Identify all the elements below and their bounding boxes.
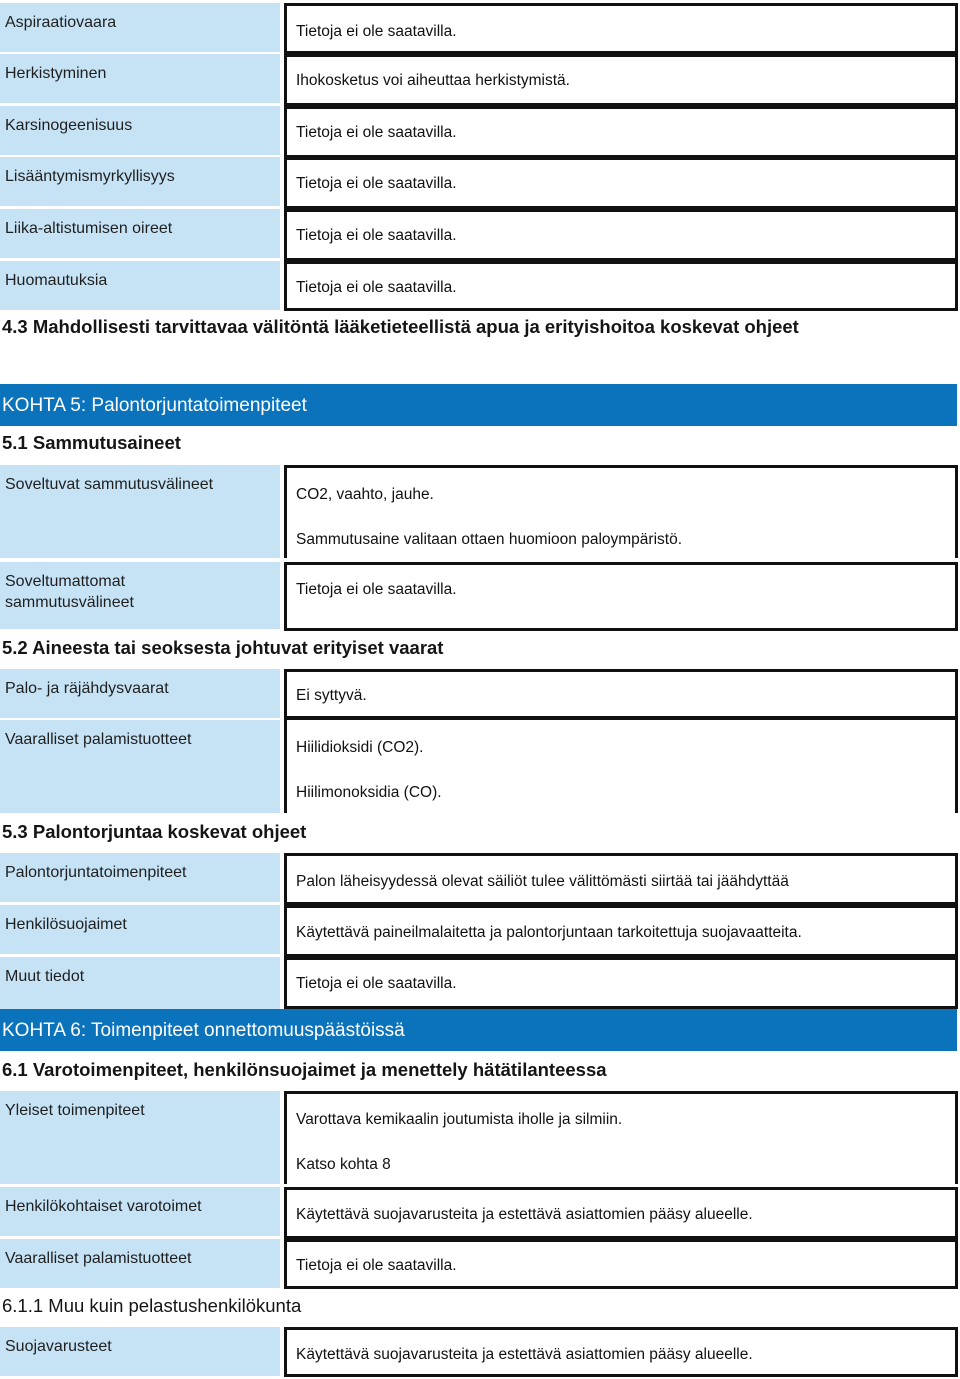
general-measures-line-2: Katso kohta 8 [296,1156,391,1173]
value-hazardous-combustion-products [284,717,958,813]
label-overexposure-symptoms: Liika-altistumisen oireet [0,209,280,258]
label-suitable-extinguishing-media: Soveltuvat sammutusvälineet [0,465,280,558]
section-6-banner: KOHTA 6: Toimenpiteet onnettomuuspäästöissä [0,1009,957,1051]
section-5-banner: KOHTA 5: Palontorjuntatoimenpiteet [0,384,957,426]
value-general-measures [284,1091,958,1184]
label-remarks: Huomautuksia [0,261,280,310]
label-hazardous-combustion-products-6: Vaaralliset palamistuotteet [0,1239,280,1288]
combustion-line-1: Hiilidioksidi (CO2). [296,739,424,756]
suitable-media-line-1: CO2, vaahto, jauhe. [296,486,434,503]
value-remarks: Tietoja ei ole saatavilla. [284,261,958,311]
label-sensitization: Herkistyminen [0,54,280,103]
label-protective-equipment: Henkilösuojaimet [0,905,280,954]
value-carcinogenicity: Tietoja ei ole saatavilla. [284,106,958,158]
value-firefighting-measures: Palon läheisyydessä olevat säiliöt tulee välittömästi siirtää tai jäähdyttää [284,853,958,905]
heading-5-3: 5.3 Palontorjuntaa koskevat ohjeet [2,821,307,842]
label-reproductive-toxicity: Lisääntymismyrkyllisyys [0,157,280,206]
unsuitable-label-line-2: sammutusvälineet [5,594,134,611]
value-fire-explosion-hazards: Ei syttyvä. [284,669,958,719]
suitable-media-line-2: Sammutusaine valitaan ottaen huomioon paloympäristö. [296,531,683,548]
label-unsuitable-extinguishing-media [0,562,280,629]
heading-6-1: 6.1 Varotoimenpiteet, henkilönsuojaimet ja menettely hätätilanteessa [2,1059,607,1080]
label-general-measures: Yleiset toimenpiteet [0,1091,280,1184]
heading-5-1: 5.1 Sammutusaineet [2,432,181,453]
label-firefighting-measures: Palontorjuntatoimenpiteet [0,853,280,902]
value-personal-precautions: Käytettävä suojavarusteita ja estettävä asiattomien pääsy alueelle. [284,1187,958,1239]
value-hazardous-combustion-products-6: Tietoja ei ole saatavilla. [284,1239,958,1289]
value-overexposure-symptoms: Tietoja ei ole saatavilla. [284,209,958,261]
value-sensitization: Ihokosketus voi aiheuttaa herkistymistä. [284,54,958,106]
combustion-line-2: Hiilimonoksidia (CO). [296,784,442,801]
value-unsuitable-extinguishing-media: Tietoja ei ole saatavilla. [284,562,958,631]
heading-6-1-1: 6.1.1 Muu kuin pelastushenkilökunta [2,1295,302,1316]
label-carcinogenicity: Karsinogeenisuus [0,106,280,155]
unsuitable-label-line-1: Soveltumattomat [5,573,126,590]
value-protective-equipment: Käytettävä paineilmalaitetta ja palontorjuntaan tarkoitettuja suojavaatteita. [284,905,958,957]
label-protective-gear: Suojavarusteet [0,1327,280,1376]
value-other-info: Tietoja ei ole saatavilla. [284,957,958,1009]
value-suitable-extinguishing-media [284,465,958,558]
value-aspiration-hazard: Tietoja ei ole saatavilla. [284,3,958,54]
value-protective-gear: Käytettävä suojavarusteita ja estettävä asiattomien pääsy alueelle. [284,1327,958,1377]
label-fire-explosion-hazards: Palo- ja räjähdysvaarat [0,669,280,718]
label-aspiration-hazard: Aspiraatiovaara [0,3,280,52]
label-personal-precautions: Henkilökohtaiset varotoimet [0,1187,280,1236]
label-other-info: Muut tiedot [0,957,280,1009]
heading-4-3: 4.3 Mahdollisesti tarvittavaa välitöntä lääketieteellistä apua ja erityishoitoa koskevat ohjeet [2,316,799,337]
value-reproductive-toxicity: Tietoja ei ole saatavilla. [284,157,958,209]
general-measures-line-1: Varottava kemikaalin joutumista iholle ja silmiin. [296,1111,623,1128]
label-hazardous-combustion-products: Vaaralliset palamistuotteet [0,720,280,813]
heading-5-2: 5.2 Aineesta tai seoksesta johtuvat erityiset vaarat [2,637,444,658]
